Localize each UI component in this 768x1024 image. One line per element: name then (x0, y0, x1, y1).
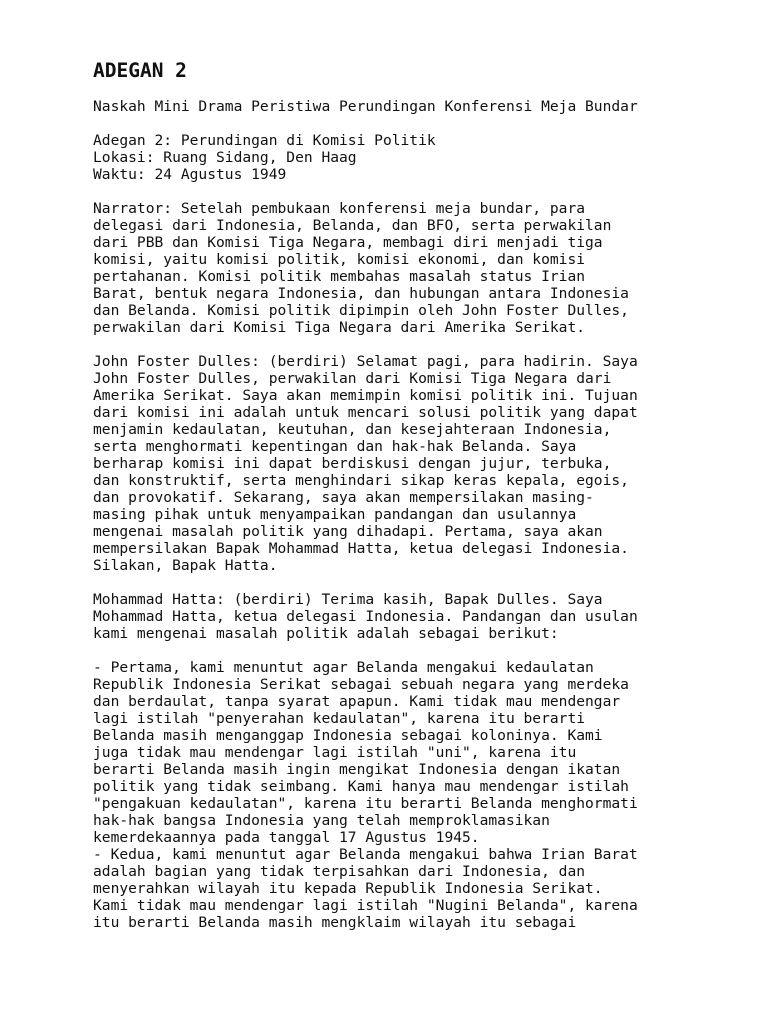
text-line: lagi istilah "penyerahan kedaulatan", karena itu berarti (93, 710, 586, 727)
text-line: Mohammad Hatta, ketua delegasi Indonesia. Pandangan dan usulan (93, 608, 638, 625)
text-line: John Foster Dulles: (berdiri) Selamat pagi, para hadirin. Saya (93, 353, 638, 370)
text-line: Amerika Serikat. Saya akan memimpin komisi politik ini. Tujuan (93, 387, 638, 404)
text-line: dari PBB dan Komisi Tiga Negara, membagi diri menjadi tiga (93, 234, 603, 251)
text-line: dan Belanda. Komisi politik dipimpin oleh John Foster Dulles, (93, 302, 629, 319)
text-line: dan provokatif. Sekarang, saya akan mempersilakan masing- (93, 489, 594, 506)
text-line: hak-hak bangsa Indonesia yang telah memproklamasikan (93, 812, 550, 829)
text-line: delegasi dari Indonesia, Belanda, dan BFO, serta perwakilan (93, 217, 612, 234)
text-line: mengenai masalah politik yang dihadapi. Pertama, saya akan (93, 523, 603, 540)
text-line: Naskah Mini Drama Peristiwa Perundingan Konferensi Meja Bundar (93, 98, 638, 115)
text-line: Adegan 2: Perundingan di Komisi Politik (93, 132, 436, 149)
text-line: adalah bagian yang tidak terpisahkan dari Indonesia, dan (93, 863, 586, 880)
paragraph-gap (93, 183, 733, 200)
paragraph-gap (93, 115, 733, 132)
text-line: komisi, yaitu komisi politik, komisi ekonomi, dan komisi (93, 251, 586, 268)
text-line: - Kedua, kami menuntut agar Belanda mengakui bahwa Irian Barat (93, 846, 638, 863)
text-line: berarti Belanda masih ingin mengikat Indonesia dengan ikatan (93, 761, 621, 778)
text-line: dan konstruktif, serta menghindari sikap keras kepala, egois, (93, 472, 629, 489)
text-line: dari komisi ini adalah untuk mencari solusi politik yang dapat (93, 404, 638, 421)
scene-heading: ADEGAN 2 (93, 59, 187, 82)
text-line: politik yang tidak seimbang. Kami hanya mau mendengar istilah (93, 778, 629, 795)
text-line: Mohammad Hatta: (berdiri) Terima kasih, Bapak Dulles. Saya (93, 591, 603, 608)
text-line: kemerdekaannya pada tanggal 17 Agustus 1945. (93, 829, 480, 846)
paragraph-gap (93, 574, 733, 591)
text-line: - Pertama, kami menuntut agar Belanda mengakui kedaulatan (93, 659, 594, 676)
text-line: Waktu: 24 Agustus 1949 (93, 166, 287, 183)
text-line: serta menghormati kepentingan dan hak-hak Belanda. Saya (93, 438, 577, 455)
document-body (93, 98, 733, 931)
text-line: Kami tidak mau mendengar lagi istilah "Nugini Belanda", karena (93, 897, 638, 914)
text-line: menjamin kedaulatan, keutuhan, dan kesejahteraan Indonesia, (93, 421, 612, 438)
text-line: pertahanan. Komisi politik membahas masalah status Irian (93, 268, 586, 285)
text-line: Narrator: Setelah pembukaan konferensi meja bundar, para (93, 200, 586, 217)
text-line: juga tidak mau mendengar lagi istilah "uni", karena itu (93, 744, 577, 761)
text-line: Republik Indonesia Serikat sebagai sebuah negara yang merdeka (93, 676, 629, 693)
text-line: Barat, bentuk negara Indonesia, dan hubungan antara Indonesia (93, 285, 629, 302)
text-line: Belanda masih menganggap Indonesia sebagai koloninya. Kami (93, 727, 603, 744)
paragraph-gap (93, 336, 733, 353)
text-line: masing pihak untuk menyampaikan pandangan dan usulannya (93, 506, 577, 523)
text-line: kami mengenai masalah politik adalah sebagai berikut: (93, 625, 559, 642)
text-line: John Foster Dulles, perwakilan dari Komisi Tiga Negara dari (93, 370, 612, 387)
text-line: "pengakuan kedaulatan", karena itu berarti Belanda menghormati (93, 795, 638, 812)
text-line: Silakan, Bapak Hatta. (93, 557, 278, 574)
text-line: berharap komisi ini dapat berdiskusi dengan jujur, terbuka, (93, 455, 612, 472)
text-line: perwakilan dari Komisi Tiga Negara dari Amerika Serikat. (93, 319, 586, 336)
paragraph-gap (93, 642, 733, 659)
text-line: itu berarti Belanda masih mengklaim wilayah itu sebagai (93, 914, 577, 931)
text-line: menyerahkan wilayah itu kepada Republik Indonesia Serikat. (93, 880, 603, 897)
text-line: dan berdaulat, tanpa syarat apapun. Kami tidak mau mendengar (93, 693, 621, 710)
text-line: mempersilakan Bapak Mohammad Hatta, ketua delegasi Indonesia. (93, 540, 629, 557)
text-line: Lokasi: Ruang Sidang, Den Haag (93, 149, 357, 166)
document-page (93, 58, 733, 931)
